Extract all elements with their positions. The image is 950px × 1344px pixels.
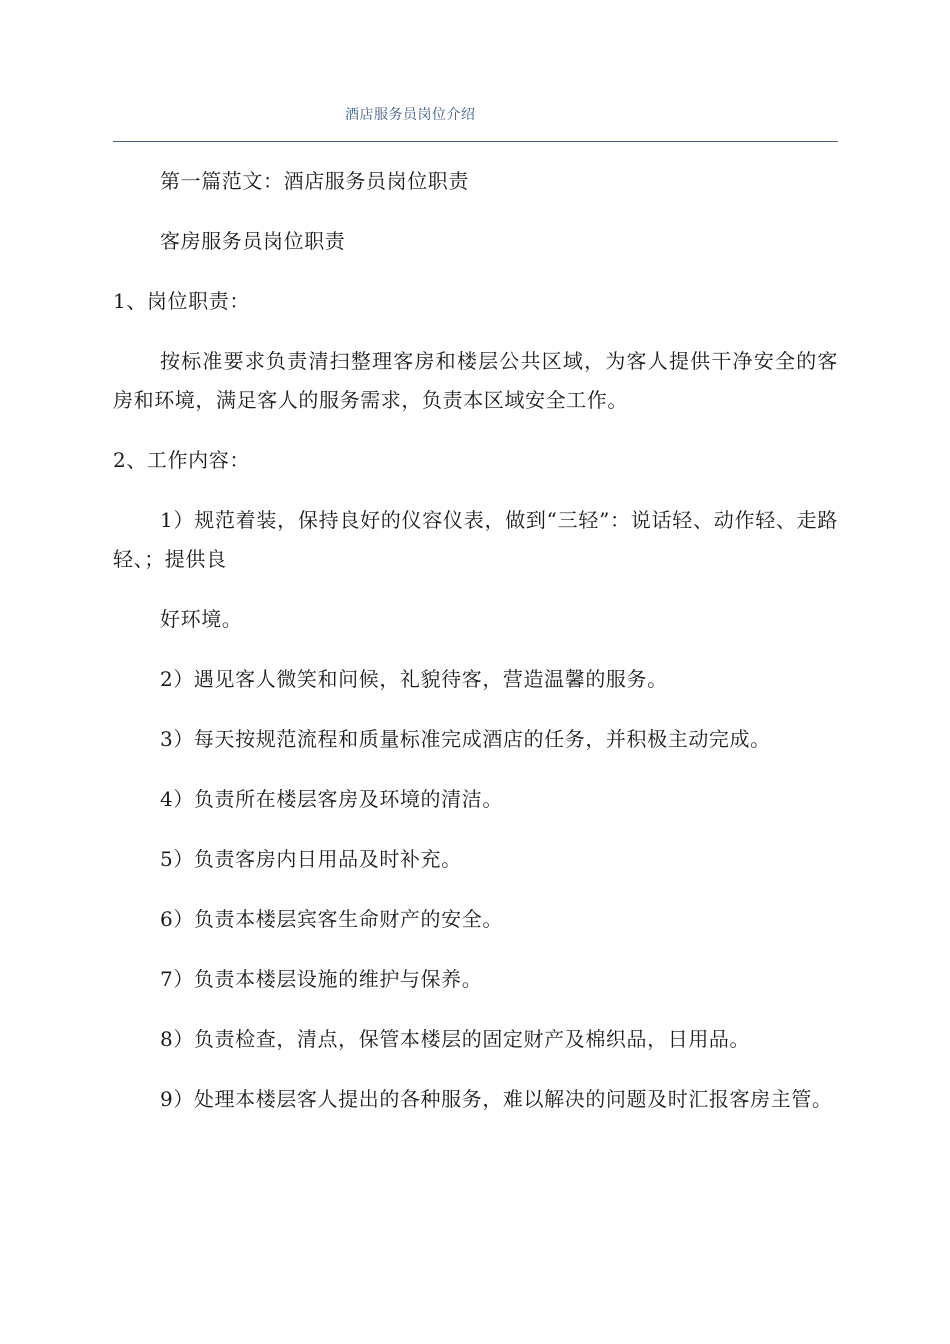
list-item-continuation: 好环境。: [160, 607, 243, 631]
duties-paragraph: 按标准要求负责清扫整理客房和楼层公共区域，为客人提供干净安全的客房和环境，满足客人的服务需求，负责本区域安全工作。: [113, 349, 838, 412]
list-item: 8）负责检查，清点，保管本楼层的固定财产及棉织品，日用品。: [160, 1027, 751, 1051]
list-item: 4）负责所在楼层客房及环境的清洁。: [160, 787, 503, 811]
list-item: 9）处理本楼层客人提出的各种服务，难以解决的问题及时汇报客房主管。: [160, 1087, 833, 1111]
header-title: 酒店服务员岗位介绍: [345, 107, 476, 123]
list-item: 3）每天按规范流程和质量标准完成酒店的任务，并积极主动完成。: [160, 727, 771, 751]
section-title: 客房服务员岗位职责: [160, 229, 346, 253]
list-item: 1）规范着装，保持良好的仪容仪表，做到“三轻”：说话轻、动作轻、走路轻、；提供良: [113, 508, 838, 571]
subheading-work-content: 2、工作内容：: [113, 448, 250, 472]
list-item: 5）负责客房内日用品及时补充。: [160, 847, 462, 871]
header-divider: [113, 141, 838, 142]
article-heading: 第一篇范文：酒店服务员岗位职责: [160, 169, 469, 193]
document-body: [113, 162, 838, 1119]
list-item: 7）负责本楼层设施的维护与保养。: [160, 967, 483, 991]
list-item: 2）遇见客人微笑和问候，礼貌待客，营造温馨的服务。: [160, 667, 668, 691]
list-item: 6）负责本楼层宾客生命财产的安全。: [160, 907, 503, 931]
subheading-duties: 1、岗位职责：: [113, 289, 250, 313]
